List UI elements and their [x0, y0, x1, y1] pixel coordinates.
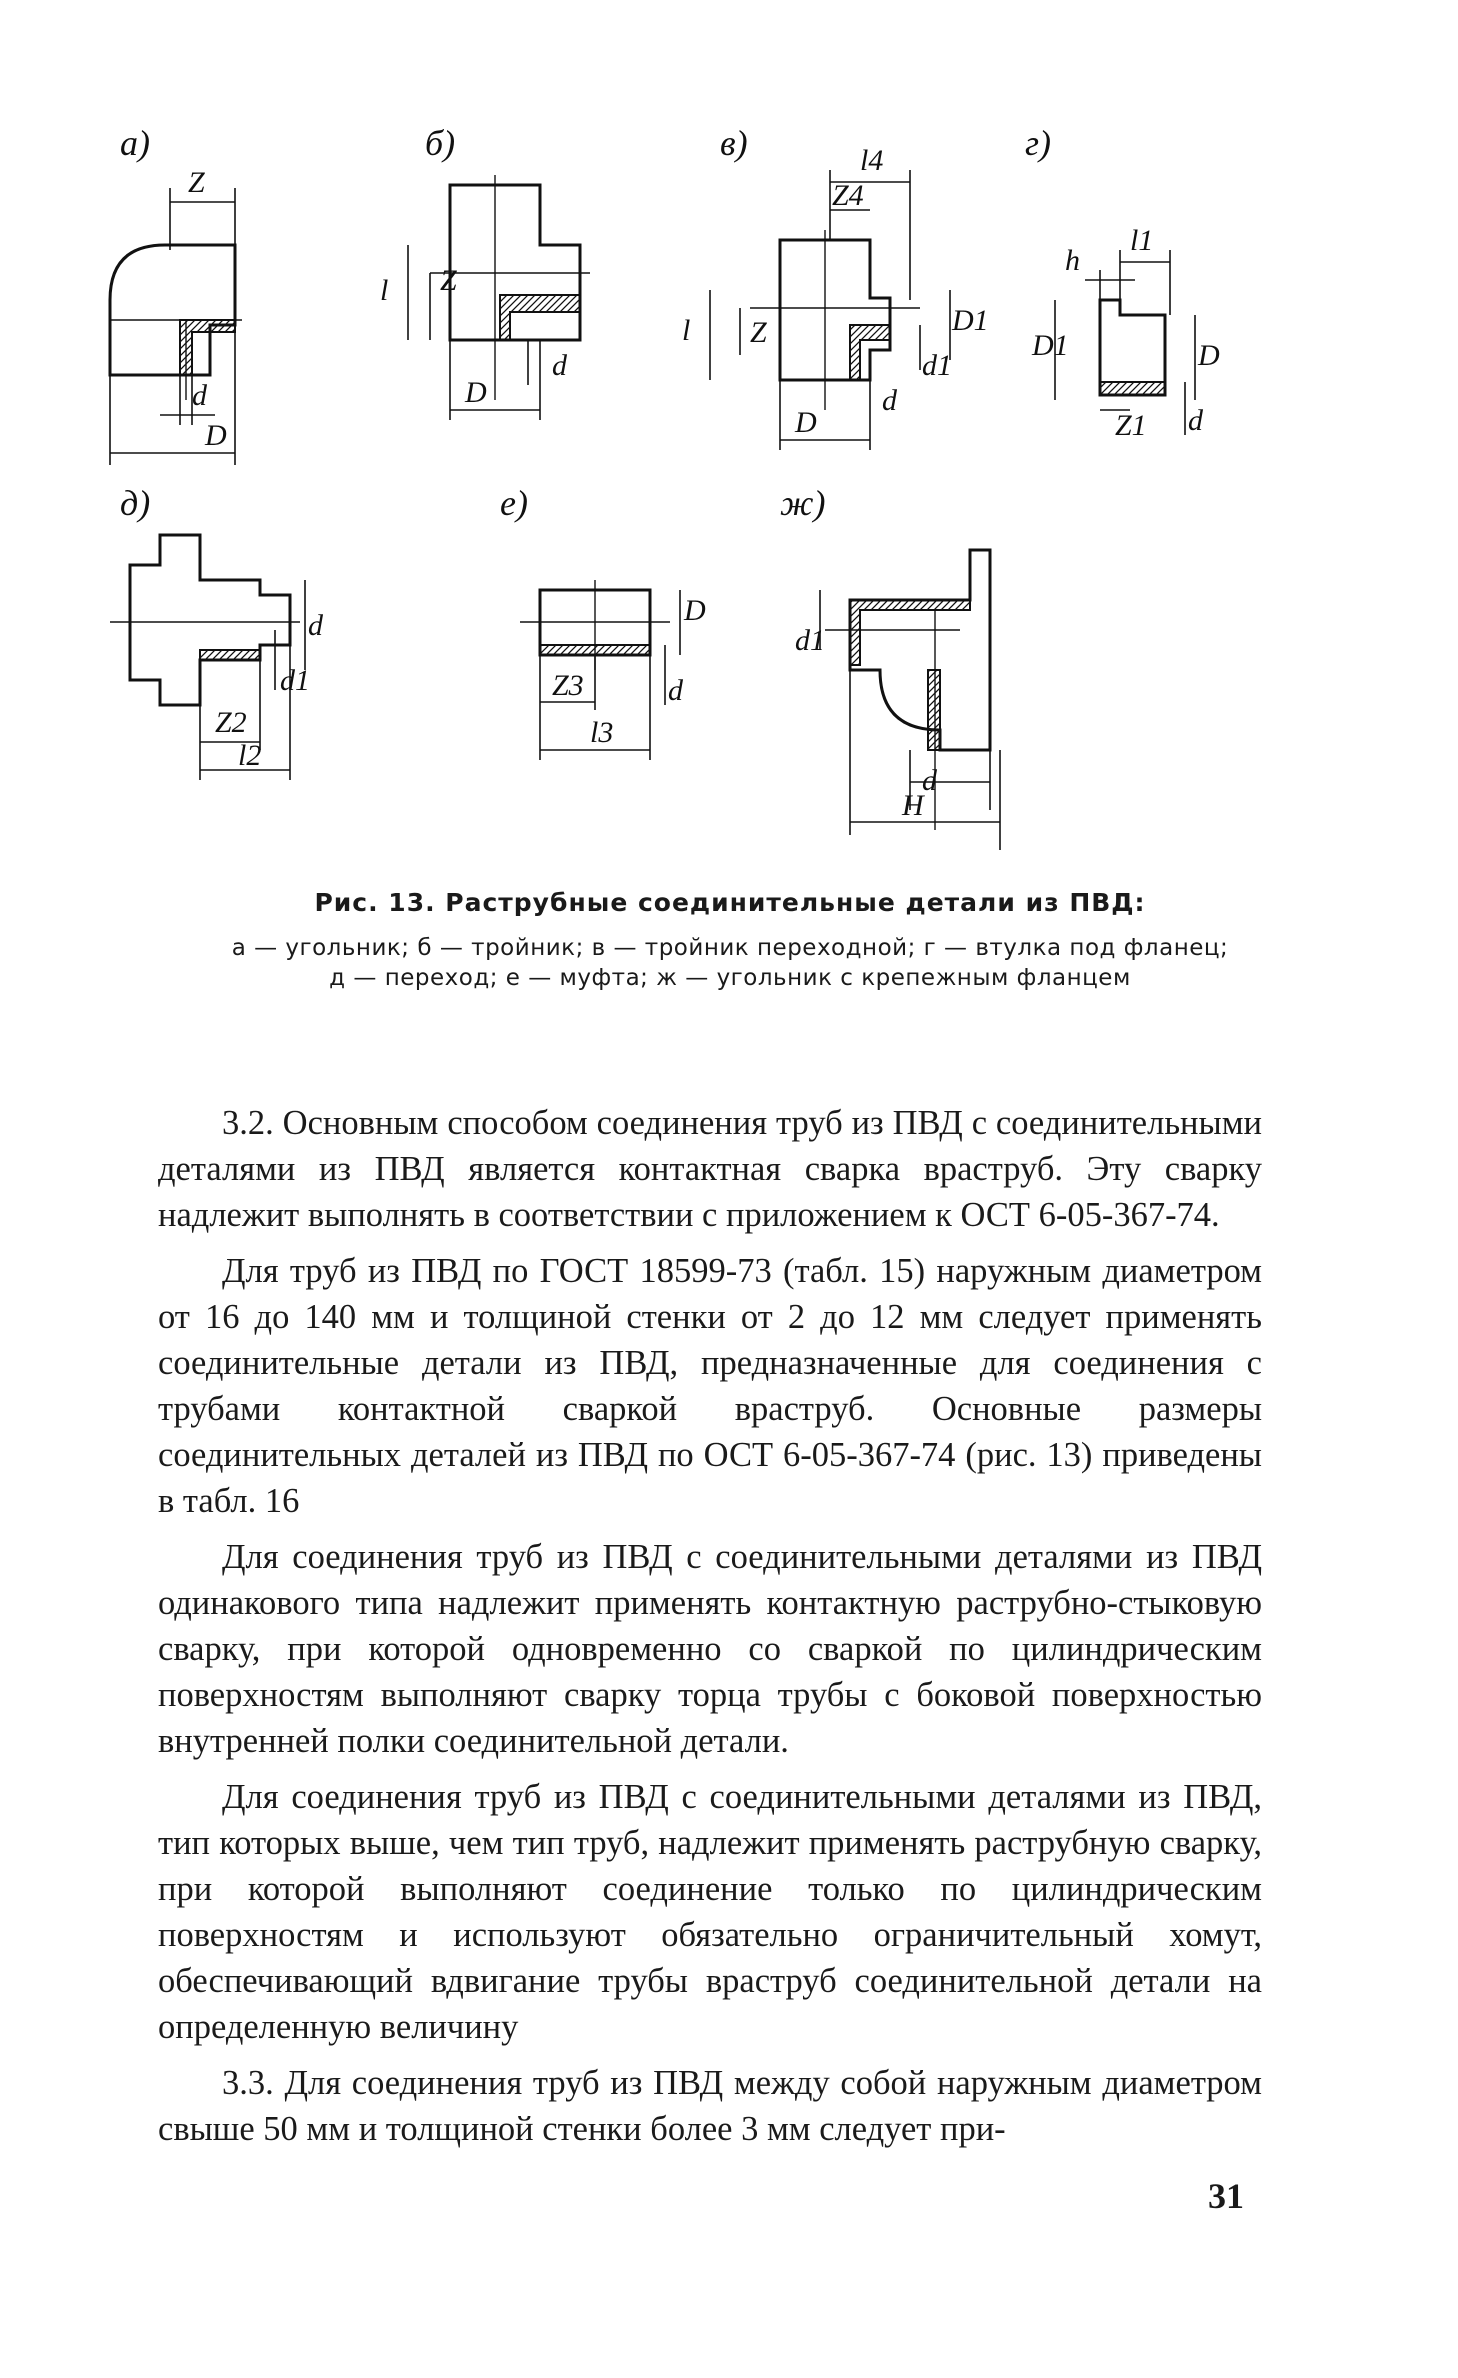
page-number: 31 — [1208, 2176, 1244, 2216]
reducer-drawing — [110, 535, 324, 780]
dim-D: D — [795, 406, 817, 439]
dim-D1: D1 — [1032, 329, 1069, 362]
dim-Z: Z — [750, 316, 767, 349]
dim-Z: Z — [440, 264, 457, 297]
dim-H: H — [902, 789, 924, 822]
panel-label-b: б) — [425, 123, 456, 163]
dim-d: d — [882, 384, 897, 417]
dim-l1: l1 — [1130, 224, 1154, 257]
dim-Z: Z — [188, 166, 205, 199]
figure-13 — [90, 110, 1290, 880]
elbow-drawing — [110, 166, 242, 465]
fittings-drawing — [90, 110, 1290, 880]
dim-D: D — [205, 419, 227, 452]
dim-d: d — [192, 379, 207, 412]
paragraph-gost: Для труб из ПВД по ГОСТ 18599-73 (табл. 15) наружным диаметром от 16 до 140 мм и толщиной стенки от 2 до 12 мм следует применять соединительные детали из ПВД, предназначенные для соединения с трубами контактной сваркой враструб. Основные размеры соединительных деталей из ПВД по ОСТ 6-05-367-74 (рис. 13) приведены в табл. 16 — [158, 1252, 1262, 1520]
tee-drawing — [380, 175, 590, 420]
dim-Z3: Z3 — [552, 669, 584, 702]
coupling-drawing — [520, 580, 706, 760]
dim-Z1: Z1 — [1115, 409, 1147, 442]
panel-label-g: г) — [1025, 123, 1052, 163]
paragraph-3-3: 3.3. Для соединения труб из ПВД между собой наружным диаметром свыше 50 мм и толщиной стенки более 3 мм следует при- — [158, 2064, 1262, 2148]
dim-l: l — [380, 274, 389, 307]
figure-caption-title: Рис. 13. Раструбные соединительные детали из ПВД: — [314, 888, 1146, 917]
dim-d: d — [1188, 404, 1203, 437]
dim-d: d — [308, 609, 323, 642]
dim-D: D — [465, 376, 487, 409]
dim-d1: d1 — [922, 349, 952, 382]
dim-l: l — [682, 314, 691, 347]
figure-caption-legend-line-1: а — угольник; б — тройник; в — тройник переходной; г — втулка под фланец; — [231, 935, 1229, 961]
panel-label-a: а) — [120, 123, 150, 163]
panel-label-v: в) — [720, 123, 748, 163]
dim-h: h — [1065, 244, 1080, 277]
panel-label-d: д) — [120, 483, 151, 523]
dim-d: d — [552, 349, 567, 382]
reducing-tee-drawing — [682, 144, 989, 450]
dim-l2: l2 — [238, 739, 262, 772]
paragraph-same-type: Для соединения труб из ПВД с соединительными деталями из ПВД одинакового типа надлежит применять контактную раструбно-стыковую сварку, при которой одновременно со сваркой по цилиндрическим поверхностям выполняют сварку торца трубы с боковой поверхностью внутренней полки соединительной детали. — [158, 1538, 1262, 1760]
panel-label-zh: ж) — [780, 483, 826, 523]
panel-label-e: е) — [500, 483, 528, 523]
flanged-elbow-drawing — [795, 550, 1000, 850]
dim-d: d — [668, 674, 683, 707]
dim-d1: d1 — [795, 624, 825, 657]
dim-d1: d1 — [280, 664, 310, 697]
dim-l4: l4 — [860, 144, 884, 177]
dim-D: D — [1198, 339, 1220, 372]
dim-Z2: Z2 — [215, 706, 247, 739]
figure-caption-legend-line-2: д — переход; е — муфта; ж — угольник с крепежным фланцем — [329, 965, 1131, 991]
dim-Z4: Z4 — [832, 179, 864, 212]
dim-d: d — [922, 764, 937, 797]
dim-D: D — [684, 594, 706, 627]
paragraph-3-2: 3.2. Основным способом соединения труб из ПВД с соединительными деталями из ПВД является контактная сварка враструб. Эту сварку надлежит выполнять в соответствии с приложением к ОСТ 6-05-367-74. — [158, 1104, 1262, 1234]
dim-D1: D1 — [952, 304, 989, 337]
paragraph-higher-type: Для соединения труб из ПВД с соединительными деталями из ПВД, тип которых выше, чем тип труб, надлежит применять раструбную сварку, при которой выполняют соединение только по цилиндрическим поверхностям и используют обязательно ограничительный хомут, обеспечивающий вдвигание трубы враструб соединительной детали на определенную величину — [158, 1778, 1262, 2046]
body-text — [158, 1100, 1262, 2162]
flange-bushing-drawing — [1031, 224, 1220, 442]
dim-l3: l3 — [590, 716, 614, 749]
